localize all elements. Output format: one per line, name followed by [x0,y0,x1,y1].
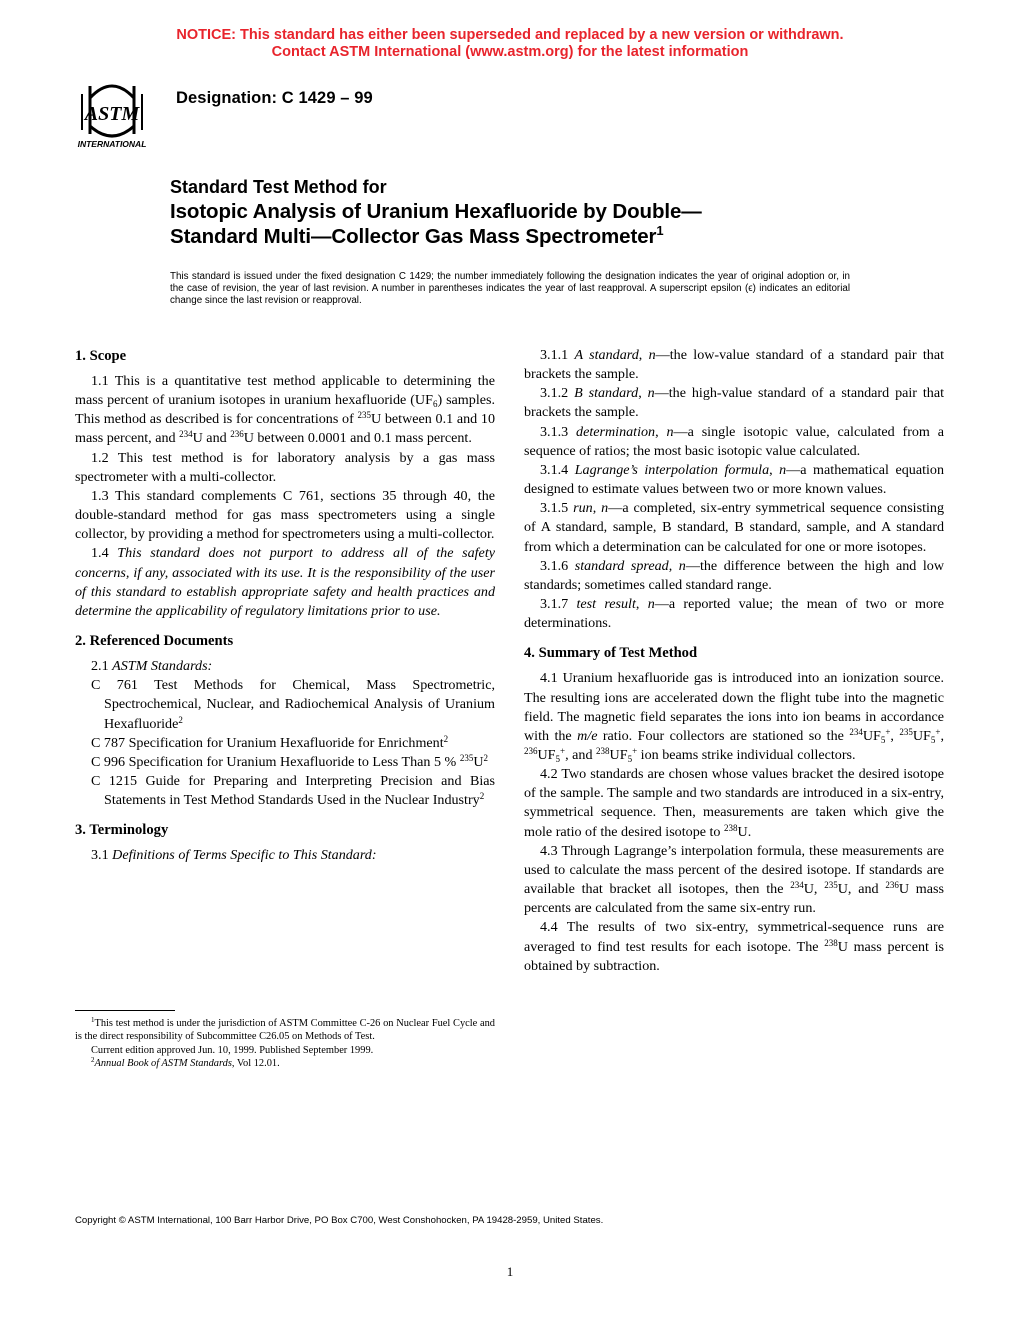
term-3-1-2: 3.1.2 B standard, n—the high-value standard of a standard pair that brackets the sample. [524,385,945,421]
title-footnote-mark: 1 [656,223,664,239]
issued-note: This standard is issued under the fixed designation C 1429; the number immediately following the designation indicates the year of original adoption or, in the case of revision, the year of last revision. A number in parentheses indicates the year of last reapproval. A superscript epsilon (ϵ) indicates an editorial change since the last revision or reapproval. [170,271,850,307]
footnote-1: $^1$This test method is under the jurisdiction of ASTM Committee C-26 on Nuclear Fuel Cycle and is the direct responsibility of Subcommittee C26.05 on Methods of Test. [75,1016,495,1043]
paragraph-1-3: 1.3 This standard complements C 761, sections 35 through 40, the double-standard method for gas mass spectrometers using a single collector, by providing a method for spectrometers using a multi-collector. [75,487,495,543]
section-heading-terminology: 3. Terminology [75,822,169,839]
page-number: 1 [506,1264,514,1279]
title-line-3 [170,224,870,249]
title-line-1: Standard Test Method for [170,177,387,197]
notice-line-1: NOTICE: This standard has either been superseded and replaced by a new version or withdrawn. [176,27,844,43]
term-3-1-5: 3.1.5 run, n—a completed, six-entry symmetrical sequence consisting of A standard, sample, B standard, B standard, sample, and A standard from which a determination can be calculated for one or more isotopes. [524,500,944,555]
ref-c761: C 761 Test Methods for Chemical, Mass Spectrometric, Spectrochemical, Nuclear, and Radiochemical Analysis of Uranium Hexafluoride$^2$ [91,677,495,732]
notice-banner [0,27,1020,60]
paragraph-2-1: 2.1 ASTM Standards: [91,658,213,675]
paragraph-4-2: 4.2 Two standards are chosen whose values bracket the desired isotope of the sample. The sample and two standards are introduced in a six-entry, symmetrical sequence. Then, measurements are taken which give the mole ratio of the desired isotope to $^{238}$U. [524,766,944,840]
ref-c996: C 996 Specification for Uranium Hexafluoride to Less Than 5 % $^{235}U^2$ [91,752,489,770]
notice-line-2: Contact ASTM International (www.astm.org) for the latest information [271,43,749,60]
right-column [524,346,944,976]
designation: Designation: C 1429 – 99 [176,89,373,107]
paragraph-1-1: 1.1 This is a quantitative test method applicable to determining the mass percent of uranium isotopes in uranium hexafluoride $(UF_6)$ samples. This method as described is for concentrations of $^{235}$U between 0.1 and 10 mass percent, and $^{234}$U and $^{236}$U between 0.0001 and 0.1 mass percent. [75,373,495,447]
footnotes [75,1017,495,1071]
paragraph-4-1: 4.1 Uranium hexafluoride gas is introduced into an ionization source. The resulting ions are accelerated down the flight tube into the magnetic field. The magnetic field separates the ions into ion beams in accordance with the m/e ratio. Four collectors are stationed so the $^{234}UF_5^+$, $^{235}UF_5^+$, $^{236}UF_5^+$, and $^{238}UF_5^+$ ion beams strike individual collectors. [524,670,944,764]
section-heading-summary: 4. Summary of Test Method [524,645,698,662]
section-heading-referenced-documents: 2. Referenced Documents [75,633,234,650]
section-heading-scope: 1. Scope [75,348,127,364]
footnote-divider [75,1010,175,1011]
copyright: Copyright © ASTM International, 100 Barr Harbor Drive, PO Box C700, West Conshohocken, PA 19428-2959, United States. [75,1215,604,1226]
document-title [170,175,870,249]
term-3-1-7: 3.1.7 test result, n—a reported value; the mean of two or more determinations. [524,596,944,632]
title-line-2: Isotopic Analysis of Uranium Hexafluoride by Double— [170,200,702,223]
ref-c1215: C 1215 Guide for Preparing and Interpreting Precision and Bias Statements in Test Method Standards Used in the Nuclear Industry$^2$ [91,772,495,809]
astm-logo-icon [62,76,162,150]
term-3-1-1: 3.1.1 A standard, n—the low-value standard of a standard pair that brackets the sample. [524,347,944,383]
footnote-2: $^2$Annual Book of ASTM Standards, Vol 12.01. [91,1056,280,1070]
title-line-3-text: Standard Multi—Collector Gas Mass Spectrometer [170,225,657,248]
term-3-1-4: 3.1.4 Lagrange’s interpolation formula, n—a mathematical equation designed to estimate values between two or more known values. [524,461,944,498]
term-3-1-6: 3.1.6 standard spread, n—the difference between the high and low standards; sometimes called standard range. [524,557,944,593]
paragraph-1-2: 1.2 This test method is for laboratory analysis by a gas mass spectrometer with a multi-collector. [75,449,495,485]
term-3-1-3: 3.1.3 determination, n—a single isotopic value, calculated from a sequence of ratios; the most basic isotopic value calculated. [524,423,944,459]
logo-subtext: INTERNATIONAL [77,139,147,149]
paragraph-3-1: 3.1 Definitions of Terms Specific to This Standard: [91,847,377,864]
ref-c787: C 787 Specification for Uranium Hexafluoride for Enrichment$^2$ [91,733,449,751]
logo-text: ASTM [84,103,140,125]
paragraph-4-4: 4.4 The results of two six-entry, symmetrical-sequence runs are averaged to find test results for each isotope. The $^{238}$U mass percent is obtained by subtraction. [524,919,944,974]
astm-international-logo [62,76,162,150]
paragraph-4-3: 4.3 Through Lagrange’s interpolation formula, these measurements are used to calculate the mass percent of the desired isotope. If standards are available that bracket all isotopes, then the $^{234}$U, $^{235}$U, and $^{236}$U mass percents are calculated from the same six-entry run. [524,842,944,917]
footnote-1-approval: Current edition approved Jun. 10, 1999. Published September 1999. [91,1044,374,1056]
paragraph-1-4: 1.4 This standard does not purport to address all of the safety concerns, if any, associated with its use. It is the responsibility of the user of this standard to establish appropriate safety and health practices and determine the applicability of regulatory limitations prior to use. [75,545,495,619]
left-column [75,346,495,865]
